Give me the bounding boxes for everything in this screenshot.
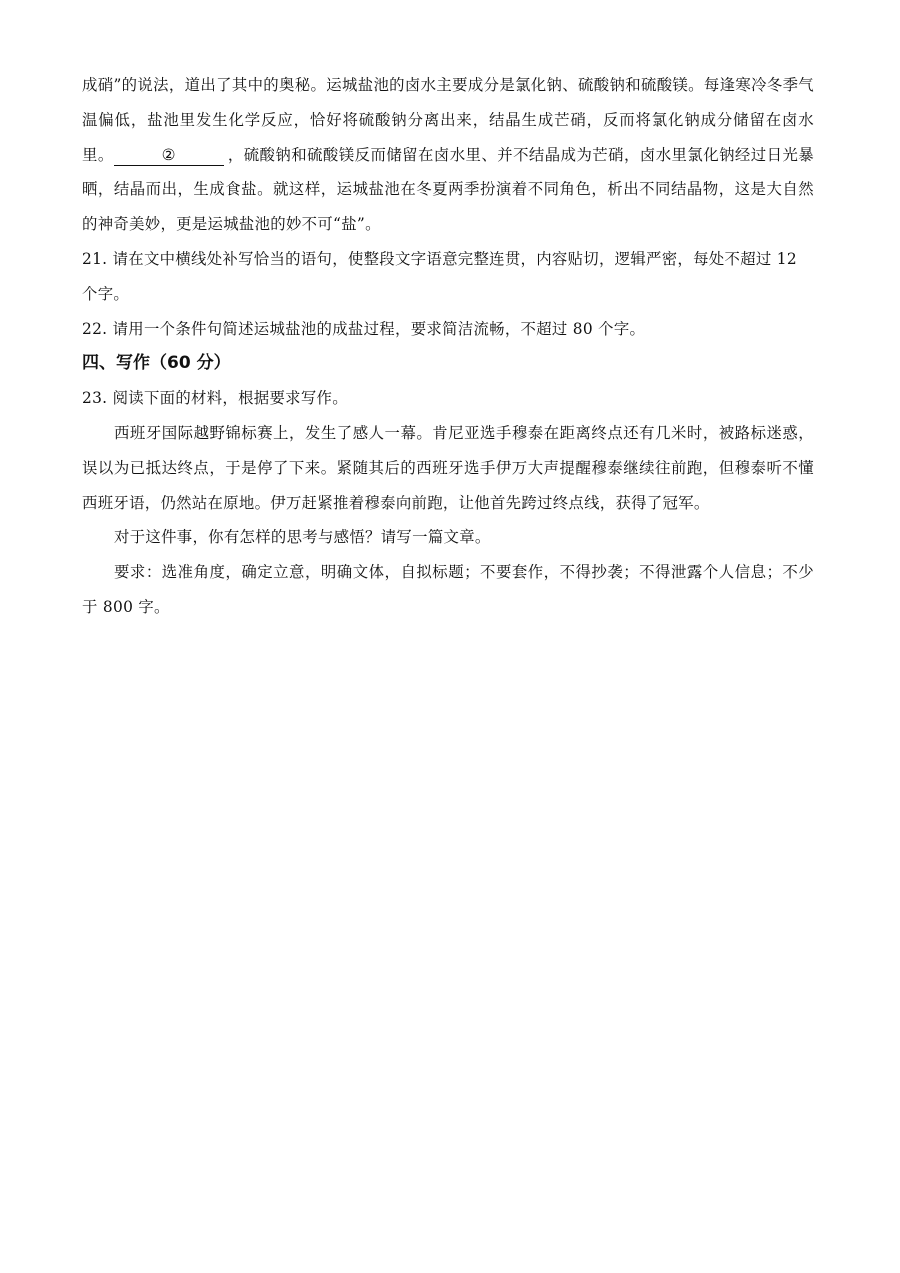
passage-text-after-blank: ，硫酸钠和硫酸镁反而储留在卤水里、并不结晶成为芒硝，卤水里氯化钠经过日光暴晒，结晶而出，生成食盐。就这样，运城盐池在冬夏两季扮演着不同角色，析出不同结晶物，这是大自然的神奇美妙，更是运城盐池的妙不可“盐”。 <box>82 145 814 234</box>
writing-requirements: 要求：选准角度，确定立意，明确文体，自拟标题；不要套作，不得抄袭；不得泄露个人信息；不少于 800 字。 <box>82 563 814 616</box>
fill-in-blank-2: ② <box>114 145 224 166</box>
section-heading-writing: 四、写作（60 分） <box>82 353 231 374</box>
writing-material: 西班牙国际越野锦标赛上，发生了感人一幕。肯尼亚选手穆泰在距离终点还有几米时，被路标迷惑，误以为已抵达终点，于是停了下来。紧随其后的西班牙选手伊万大声提醒穆泰继续往前跑，但穆泰听不懂西班牙语，仍然站在原地。伊万赶紧推着穆泰向前跑，让他首先跨过终点线，获得了冠军。 <box>82 423 814 512</box>
passage-paragraph <box>82 68 814 242</box>
question-21: 21. 请在文中横线处补写恰当的语句，使整段文字语意完整连贯，内容贴切，逻辑严密，每处不超过 12 个字。 <box>82 249 797 303</box>
question-23: 23. 阅读下面的材料，根据要求写作。 <box>82 389 348 408</box>
document-page <box>82 68 814 625</box>
passage-text-before-blank: 成硝”的说法，道出了其中的奥秘。运城盐池的卤水主要成分是氯化钠、硫酸钠和硫酸镁。每逢寒冷冬季气温偏低，盐池里发生化学反应，恰好将硫酸钠分离出来，结晶生成芒硝，反而将氯化钠成分储留在卤水里。 <box>82 76 814 164</box>
writing-prompt: 对于这件事，你有怎样的思考与感悟？请写一篇文章。 <box>114 528 491 547</box>
question-22: 22. 请用一个条件句简述运城盐池的成盐过程，要求简洁流畅，不超过 80 个字。 <box>82 319 646 338</box>
